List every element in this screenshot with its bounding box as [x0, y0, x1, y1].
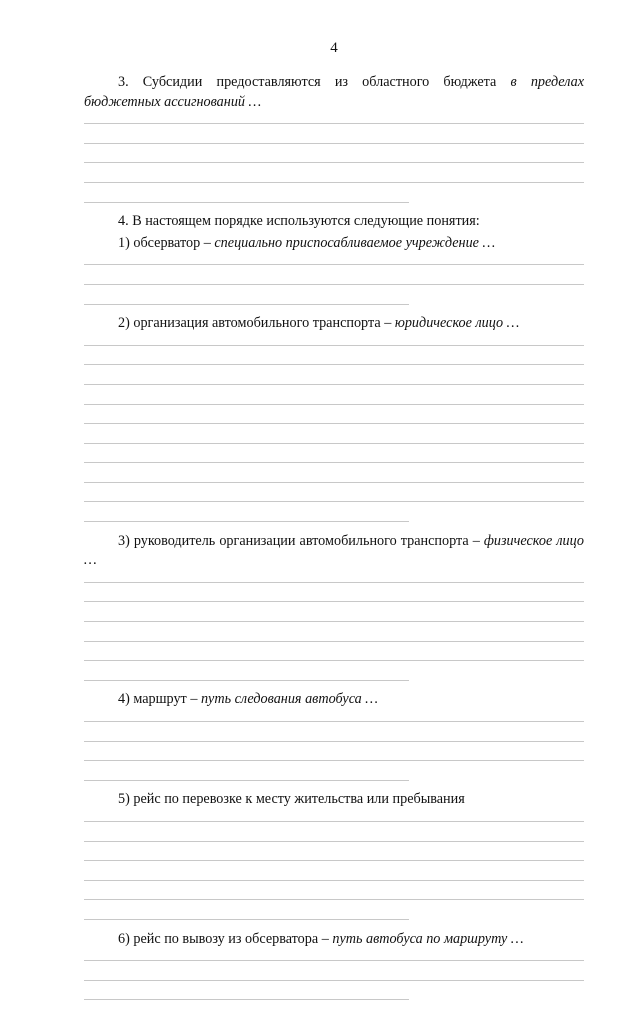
omitted-text-line: [84, 134, 584, 154]
paragraph: [84, 532, 584, 571]
omitted-text-line: [84, 414, 584, 434]
omitted-text-line: [84, 193, 584, 213]
paragraph: [84, 930, 584, 950]
paragraph: [84, 212, 584, 232]
omitted-text-line: [84, 355, 584, 375]
paragraph: [84, 314, 584, 334]
omitted-text-line: [84, 990, 584, 1010]
paragraph-excerpt: – физическое лицо …: [84, 532, 584, 569]
omitted-text-line: [84, 671, 584, 691]
omitted-text-line: [84, 395, 584, 415]
omitted-text-line: [84, 255, 584, 275]
omitted-text-line: [84, 512, 584, 532]
paragraph-lead: 4. В настоящем порядке используются следующие понятия:: [118, 213, 480, 230]
omitted-text-line: [84, 434, 584, 454]
paragraph-excerpt: – путь следования автобуса …: [190, 691, 378, 708]
page-number: 4: [330, 40, 338, 56]
paragraph-lead: 3. Субсидии предоставляются из областного бюджета: [118, 74, 497, 90]
paragraph-lead: 6) рейс по вывозу из обсерватора: [118, 930, 319, 947]
omitted-text-line: [84, 275, 584, 295]
omitted-text-line: [84, 851, 584, 871]
paragraph-excerpt: в пределах бюджетных ассигнований …: [84, 74, 584, 110]
omitted-text-line: [84, 295, 584, 315]
paragraph: [84, 690, 584, 710]
omitted-text-line: [84, 732, 584, 752]
omitted-text-line: [84, 951, 584, 971]
omitted-text-line: [84, 573, 584, 593]
omitted-text-line: [84, 492, 584, 512]
paragraph-lead: 2) организация автомобильного транспорта: [118, 315, 381, 332]
paragraph-lead: 3) руководитель организации автомобильного транспорта: [118, 532, 469, 549]
omitted-text-line: [84, 651, 584, 671]
omitted-text-line: [84, 632, 584, 652]
omitted-text-line: [84, 336, 584, 356]
paragraph-lead: 5) рейс по перевозке к месту жительства или пребывания: [118, 791, 465, 808]
omitted-text-line: [84, 173, 584, 193]
omitted-text-line: [84, 612, 584, 632]
paragraph-lead: 1) обсерватор: [118, 234, 201, 251]
document-body: [84, 73, 584, 1010]
omitted-text-line: [84, 890, 584, 910]
paragraph-excerpt: – юридическое лицо …: [384, 315, 520, 332]
omitted-text-line: [84, 812, 584, 832]
omitted-text-line: [84, 771, 584, 791]
omitted-text-line: [84, 832, 584, 852]
omitted-text-line: [84, 751, 584, 771]
omitted-text-line: [84, 712, 584, 732]
omitted-text-line: [84, 910, 584, 930]
omitted-text-line: [84, 114, 584, 134]
omitted-text-line: [84, 453, 584, 473]
paragraph: [84, 790, 584, 810]
paragraph: [84, 234, 584, 254]
omitted-text-line: [84, 375, 584, 395]
omitted-text-line: [84, 153, 584, 173]
omitted-text-line: [84, 871, 584, 891]
paragraph-lead: 4) маршрут: [118, 691, 187, 708]
paragraph-excerpt: – специально приспосабливаемое учреждение …: [203, 234, 496, 251]
omitted-text-line: [84, 592, 584, 612]
omitted-text-line: [84, 971, 584, 991]
omitted-text-line: [84, 473, 584, 493]
paragraph-excerpt: – путь автобуса по маршруту …: [321, 930, 524, 947]
paragraph: [84, 73, 584, 112]
